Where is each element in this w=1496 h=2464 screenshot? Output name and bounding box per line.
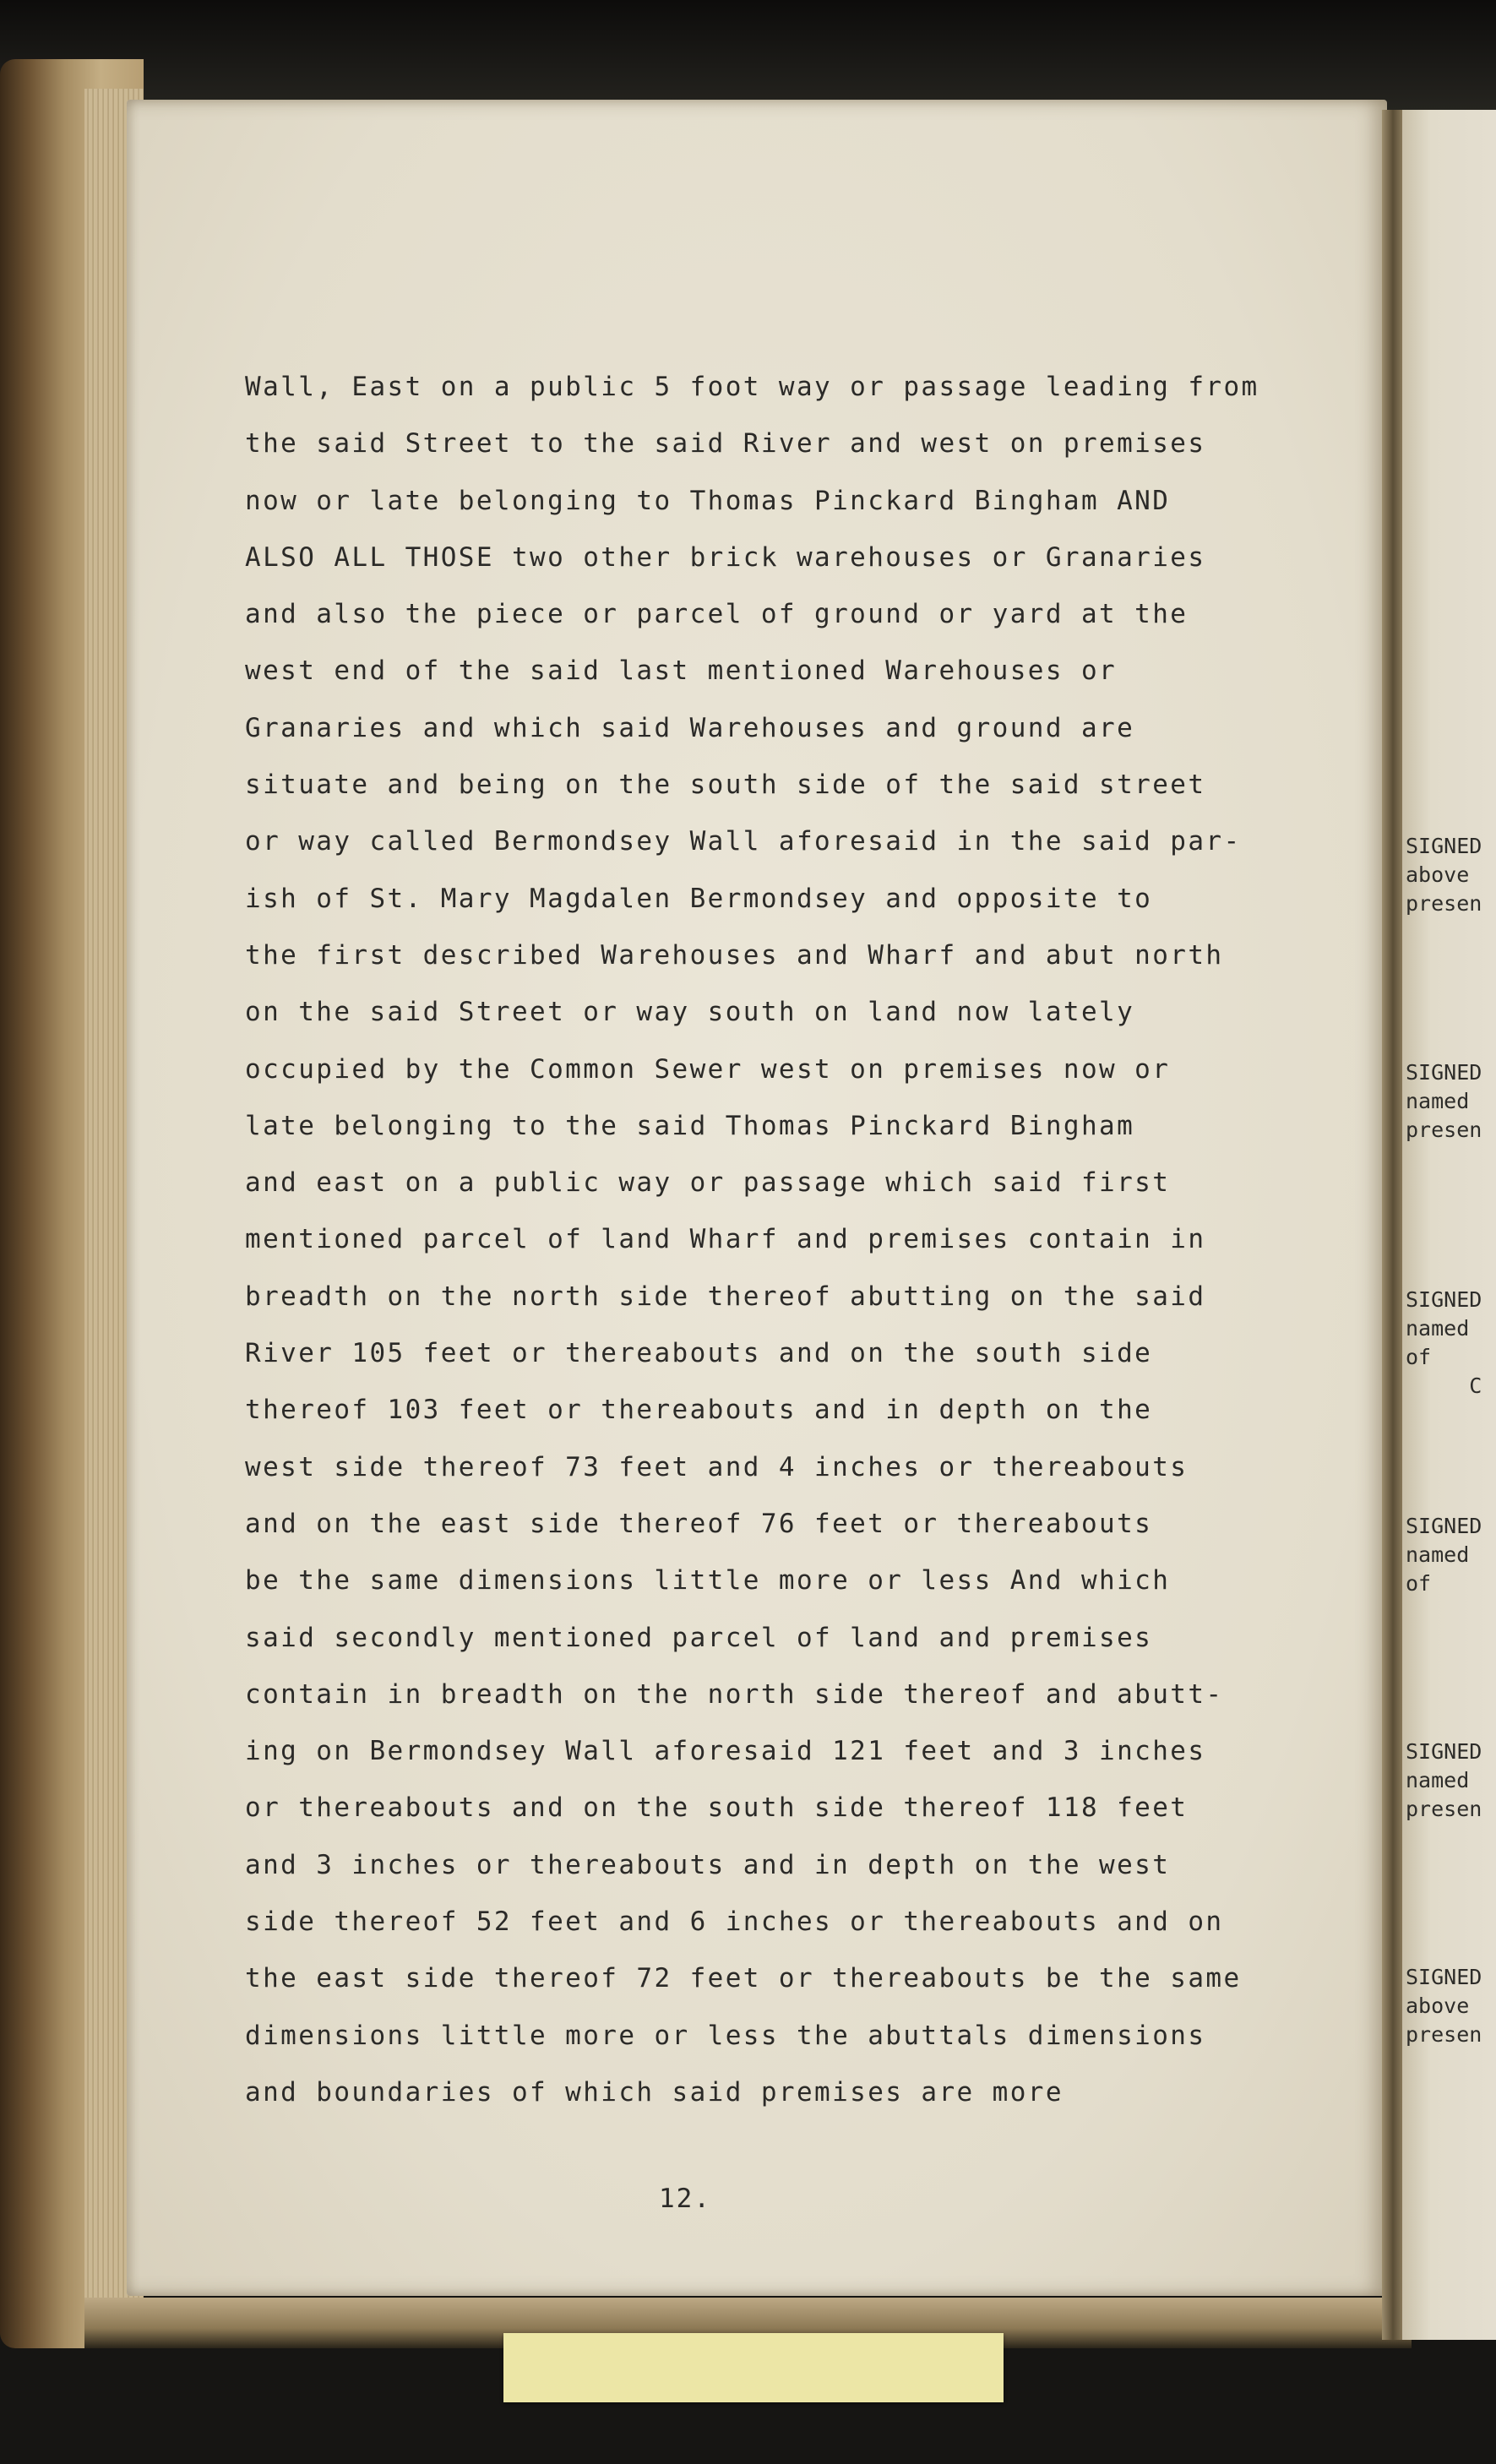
adjacent-page-note [1406,1738,1482,1824]
text-line: the said Street to the said River and west on premises [245,428,1206,460]
adjacent-page-note-line: presen [1406,891,1482,916]
document-body [245,359,1318,2121]
adjacent-page-note [1406,1512,1482,1598]
adjacent-page-note [1406,832,1482,918]
text-line: the east side thereof 72 feet or thereabouts be the same [245,1963,1242,1994]
text-line: situate and being on the south side of the said street [245,770,1206,801]
adjacent-page-note-line: SIGNED [1406,1514,1482,1538]
adjacent-page-note-line: SIGNED [1406,834,1482,858]
text-line: and on the east side thereof 76 feet or thereabouts [245,1508,1153,1539]
text-line: or thereabouts and on the south side thereof 118 feet [245,1792,1189,1824]
adjacent-page-note-line: SIGNED [1406,1739,1482,1764]
page-number: 12. [659,2184,711,2214]
text-line: contain in breadth on the north side thereof and abutt- [245,1678,1224,1710]
text-line: Wall, East on a public 5 foot way or passage leading from [245,372,1259,402]
text-line: ing on Bermondsey Wall aforesaid 121 feet and 3 inches [245,1736,1206,1767]
text-line: Granaries and which said Warehouses and ground are [245,712,1135,743]
text-line: and boundaries of which said premises are more [245,2076,1064,2108]
adjacent-page-note-line: SIGNED [1406,1060,1482,1085]
text-line: the first described Warehouses and Wharf and abut north [245,939,1224,971]
text-line: be the same dimensions little more or less And which [245,1565,1171,1596]
adjacent-page-note-line: SIGNED [1406,1965,1482,1989]
text-line: and 3 inches or thereabouts and in depth on the west [245,1849,1171,1880]
adjacent-page-note-line: presen [1406,2022,1482,2047]
text-line: or way called Bermondsey Wall aforesaid in the said par- [245,826,1242,857]
text-line: on the said Street or way south on land now lately [245,997,1135,1028]
adjacent-page-note-line: of [1406,1571,1432,1596]
adjacent-page-note-line: of [1406,1345,1432,1369]
text-line: River 105 feet or thereabouts and on the south side [245,1338,1153,1369]
text-line: breadth on the north side thereof abutting on the said [245,1281,1206,1312]
text-line: ALSO ALL THOSE two other brick warehouses or Granaries [245,541,1206,573]
adjacent-page-note-line: named [1406,1316,1470,1341]
text-line: and also the piece or parcel of ground or yard at the [245,599,1189,630]
adjacent-page-note-line: presen [1406,1797,1482,1821]
text-line: west side thereof 73 feet and 4 inches or thereabouts [245,1451,1189,1482]
adjacent-page-margin-notes [1406,0,1496,2464]
text-line: mentioned parcel of land Wharf and premises contain in [245,1224,1206,1255]
adjacent-page-note-line: C [1406,1373,1482,1398]
adjacent-page-note-line: named [1406,1768,1470,1792]
text-line: now or late belonging to Thomas Pinckard Bingham AND [245,485,1171,516]
adjacent-page-note [1406,1963,1482,2049]
book-gutter [1382,110,1404,2340]
text-line: ish of St. Mary Magdalen Bermondsey and opposite to [245,883,1153,914]
text-line: late belonging to the said Thomas Pinckard Bingham [245,1110,1135,1141]
text-line: dimensions little more or less the abuttals dimensions [245,2020,1206,2051]
text-line: occupied by the Common Sewer west on premises now or [245,1053,1171,1085]
text-line: side thereof 52 feet and 6 inches or thereabouts and on [245,1906,1224,1938]
adjacent-page-note [1406,1058,1482,1145]
adjacent-page-note-line: SIGNED [1406,1287,1482,1312]
adjacent-page-note-line: named [1406,1542,1470,1567]
adjacent-page-note-line: presen [1406,1118,1482,1142]
text-line: and east on a public way or passage which said first [245,1167,1171,1199]
book-cover-top [0,0,1496,110]
text-line: said secondly mentioned parcel of land and premises [245,1622,1153,1653]
text-line: thereof 103 feet or thereabouts and in depth on the [245,1395,1153,1426]
adjacent-page-note-line: above [1406,862,1470,887]
adjacent-page-note-line: named [1406,1089,1470,1113]
text-line: west end of the said last mentioned Warehouses or [245,655,1118,687]
adjacent-page-note [1406,1286,1482,1401]
adjacent-page-note-line: above [1406,1994,1470,2018]
bookmark-tab [503,2333,1004,2402]
